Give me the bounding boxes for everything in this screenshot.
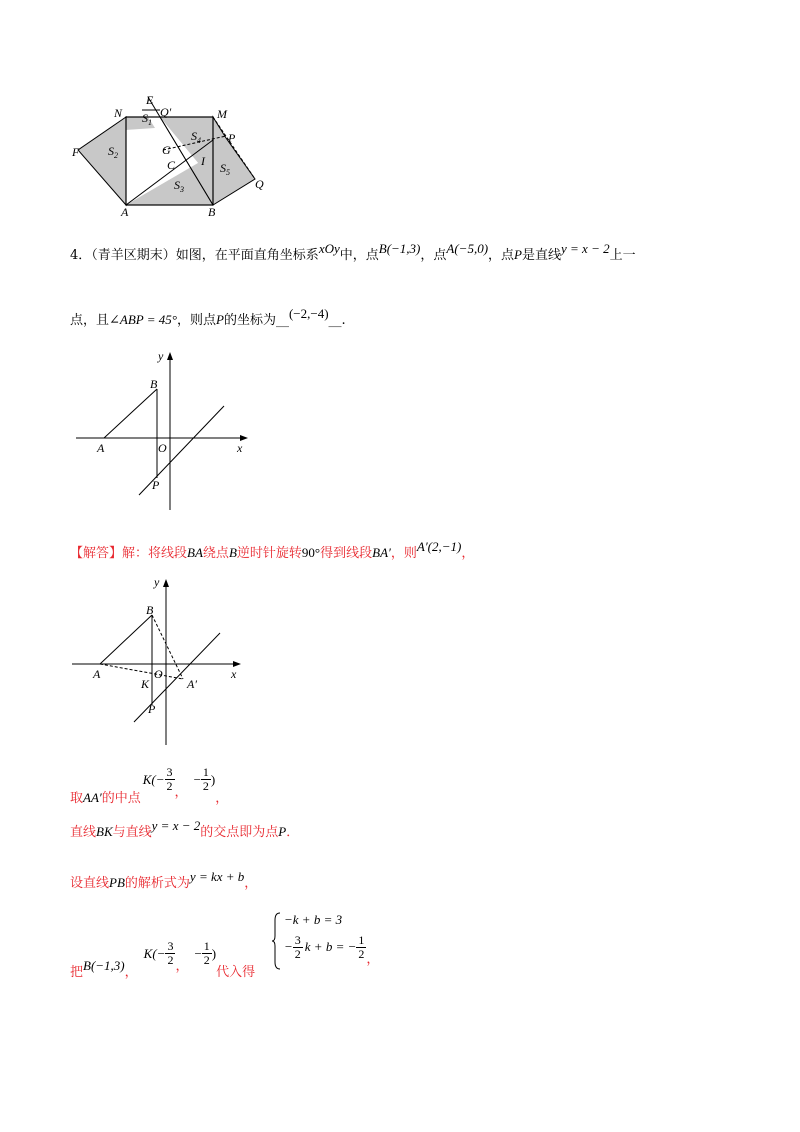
problem-text-8: ，则点 bbox=[176, 313, 216, 328]
problem-text-7: 点，且 bbox=[70, 313, 110, 328]
frac-num: 1 bbox=[203, 939, 210, 953]
math-point-a: A(−5,0) bbox=[446, 241, 489, 256]
math-pb: PB bbox=[109, 875, 125, 890]
k2-neg: − bbox=[194, 945, 202, 961]
brace-icon bbox=[272, 912, 282, 970]
label-a: A bbox=[121, 205, 129, 219]
frac-sys2 bbox=[293, 934, 303, 960]
fig3-a: A bbox=[93, 667, 101, 681]
frac-den: 2 bbox=[167, 952, 174, 967]
problem-source: （青羊区期末） bbox=[91, 248, 176, 263]
math-b: B bbox=[228, 545, 237, 560]
step3-text-3: ， bbox=[244, 876, 258, 891]
step3-text-1: 设直线 bbox=[70, 876, 110, 891]
step1-text-2: 的中点 bbox=[101, 790, 141, 806]
step1-line bbox=[70, 765, 229, 806]
label-n: N bbox=[114, 106, 123, 120]
frac-den: 2 bbox=[294, 946, 301, 961]
frac-k22 bbox=[202, 940, 212, 966]
k-label: K(− bbox=[142, 771, 165, 787]
label-c: C bbox=[167, 158, 176, 172]
math-ap: A′(2,−1) bbox=[416, 539, 462, 554]
problem-text-1: 如图，在平面直角坐标系 bbox=[175, 248, 319, 263]
frac-k2 bbox=[201, 766, 211, 792]
fig3-x: x bbox=[231, 667, 237, 681]
step4-line bbox=[70, 939, 256, 980]
problem-text-5: 是直线 bbox=[522, 248, 562, 263]
k2-comma: ， bbox=[175, 957, 189, 973]
step2-text-1: 直线 bbox=[70, 825, 97, 840]
label-e: E bbox=[146, 93, 154, 107]
problem-line-2 bbox=[70, 306, 346, 328]
step4-comma-1: ， bbox=[124, 964, 138, 980]
fig3-p: P bbox=[148, 702, 156, 716]
frac-den: 2 bbox=[203, 952, 210, 967]
frac-num: 3 bbox=[167, 939, 174, 953]
math-line: y = x − 2 bbox=[561, 241, 610, 256]
step3-text-2: 的解析式为 bbox=[124, 876, 190, 891]
math-bk: BK bbox=[96, 824, 113, 839]
math-line2: y = x − 2 bbox=[151, 818, 201, 833]
problem-text-6: 上一 bbox=[609, 248, 636, 263]
label-s1: $S_1$ bbox=[142, 111, 152, 127]
label-s2: $S_2$ bbox=[108, 144, 118, 160]
label-s5: $S_5$ bbox=[220, 161, 230, 177]
fig3-o: O bbox=[154, 667, 163, 681]
label-q: Q bbox=[255, 177, 264, 191]
problem-number: 4． bbox=[70, 248, 92, 263]
fig3-k: K bbox=[141, 677, 150, 691]
solution-text-2: 绕点 bbox=[202, 546, 229, 561]
label-g: G bbox=[162, 143, 171, 157]
label-m: M bbox=[217, 107, 227, 121]
frac-num: 3 bbox=[166, 765, 173, 779]
math-bap: BA′ bbox=[372, 545, 391, 560]
frac-num: 1 bbox=[202, 765, 209, 779]
solution-line bbox=[70, 539, 475, 561]
step2-line bbox=[70, 818, 300, 840]
system-eq-2 bbox=[284, 933, 380, 966]
frac-k1 bbox=[165, 766, 175, 792]
math-p3: P bbox=[278, 824, 287, 839]
blank-right: __. bbox=[328, 313, 346, 328]
frac-den: 2 bbox=[166, 778, 173, 793]
region-s2 bbox=[78, 117, 126, 205]
math-point-b: B(−1,3) bbox=[378, 241, 421, 256]
step2-text-3: 的交点即为点 bbox=[200, 825, 279, 840]
sys2-rest: k + b = − bbox=[304, 939, 357, 955]
problem-text-4: ，点 bbox=[488, 248, 515, 263]
solution-text-6: ， bbox=[461, 546, 475, 561]
frac-den: 2 bbox=[358, 946, 365, 961]
math-k-midpoint bbox=[142, 765, 216, 799]
math-p: P bbox=[514, 247, 522, 262]
math-deg: 90° bbox=[301, 545, 321, 560]
problem-text-2: 中，点 bbox=[339, 248, 379, 263]
step4-text-1: 把 bbox=[70, 964, 84, 980]
sys2-comma: ， bbox=[366, 950, 380, 966]
label-i: I bbox=[201, 154, 205, 168]
figure-coordinate-2 bbox=[68, 572, 258, 752]
frac-num: 3 bbox=[294, 933, 301, 947]
step1-text-1: 取 bbox=[70, 790, 84, 806]
blank-left: __ bbox=[275, 313, 289, 328]
fig2-x: x bbox=[237, 441, 243, 455]
fig2-o: O bbox=[158, 441, 167, 455]
solution-text-4: 得到线段 bbox=[320, 546, 373, 561]
label-b: B bbox=[208, 205, 216, 219]
label-p: P bbox=[228, 131, 236, 145]
step2-text-4: ． bbox=[286, 825, 300, 840]
problem-line-1 bbox=[70, 241, 636, 263]
figure-coordinate-1 bbox=[70, 345, 260, 515]
k-close: ) bbox=[210, 771, 216, 787]
math-ba: BA bbox=[187, 545, 203, 560]
math-b2: B(−1,3) bbox=[83, 957, 125, 973]
fig2-a: A bbox=[97, 441, 105, 455]
figure-squares bbox=[60, 88, 280, 220]
fig3-ap: A′ bbox=[187, 677, 197, 691]
frac-sys2r bbox=[356, 934, 366, 960]
frac-k21 bbox=[165, 940, 175, 966]
step2-text-2: 与直线 bbox=[112, 825, 152, 840]
math-k2 bbox=[143, 939, 217, 973]
problem-text-9: 的坐标为 bbox=[223, 313, 276, 328]
answer: (−2,−4) bbox=[288, 306, 329, 321]
math-angle: ∠ABP = 45° bbox=[109, 312, 177, 327]
step1-text-3: ， bbox=[215, 790, 229, 806]
fig2-p: P bbox=[152, 478, 160, 492]
sys2-neg: − bbox=[284, 939, 293, 955]
step4-text-2: 代入得 bbox=[216, 964, 256, 980]
k2-label: K(− bbox=[143, 945, 166, 961]
k-neg: − bbox=[193, 771, 201, 787]
math-p2: P bbox=[215, 312, 224, 327]
solution-text-3: 逆时针旋转 bbox=[236, 546, 302, 561]
fig3-b: B bbox=[146, 603, 154, 617]
problem-text-3: ，点 bbox=[420, 248, 447, 263]
fig2-b: B bbox=[150, 377, 158, 391]
math-xoy: xOy bbox=[318, 241, 340, 256]
math-aap: AA′ bbox=[83, 789, 102, 805]
solution-text-1: 解：将线段 bbox=[122, 546, 188, 561]
k2-close: ) bbox=[211, 945, 217, 961]
step3-line bbox=[70, 869, 258, 891]
system-eq-1: −k + b = 3 bbox=[284, 912, 343, 927]
frac-den: 2 bbox=[202, 778, 209, 793]
fig3-y: y bbox=[154, 575, 160, 589]
label-f: F bbox=[72, 145, 80, 159]
solution-text-5: ，则 bbox=[390, 546, 417, 561]
fig2-y: y bbox=[158, 349, 164, 363]
frac-num: 1 bbox=[358, 933, 365, 947]
label-s3: $S_3$ bbox=[174, 178, 184, 194]
label-s4: $S_4$ bbox=[191, 129, 201, 145]
label-qp: Q' bbox=[160, 105, 172, 119]
k-comma: ， bbox=[174, 783, 188, 799]
math-eq: y = kx + b bbox=[189, 869, 245, 884]
solution-tag: 【解答】 bbox=[70, 546, 123, 561]
